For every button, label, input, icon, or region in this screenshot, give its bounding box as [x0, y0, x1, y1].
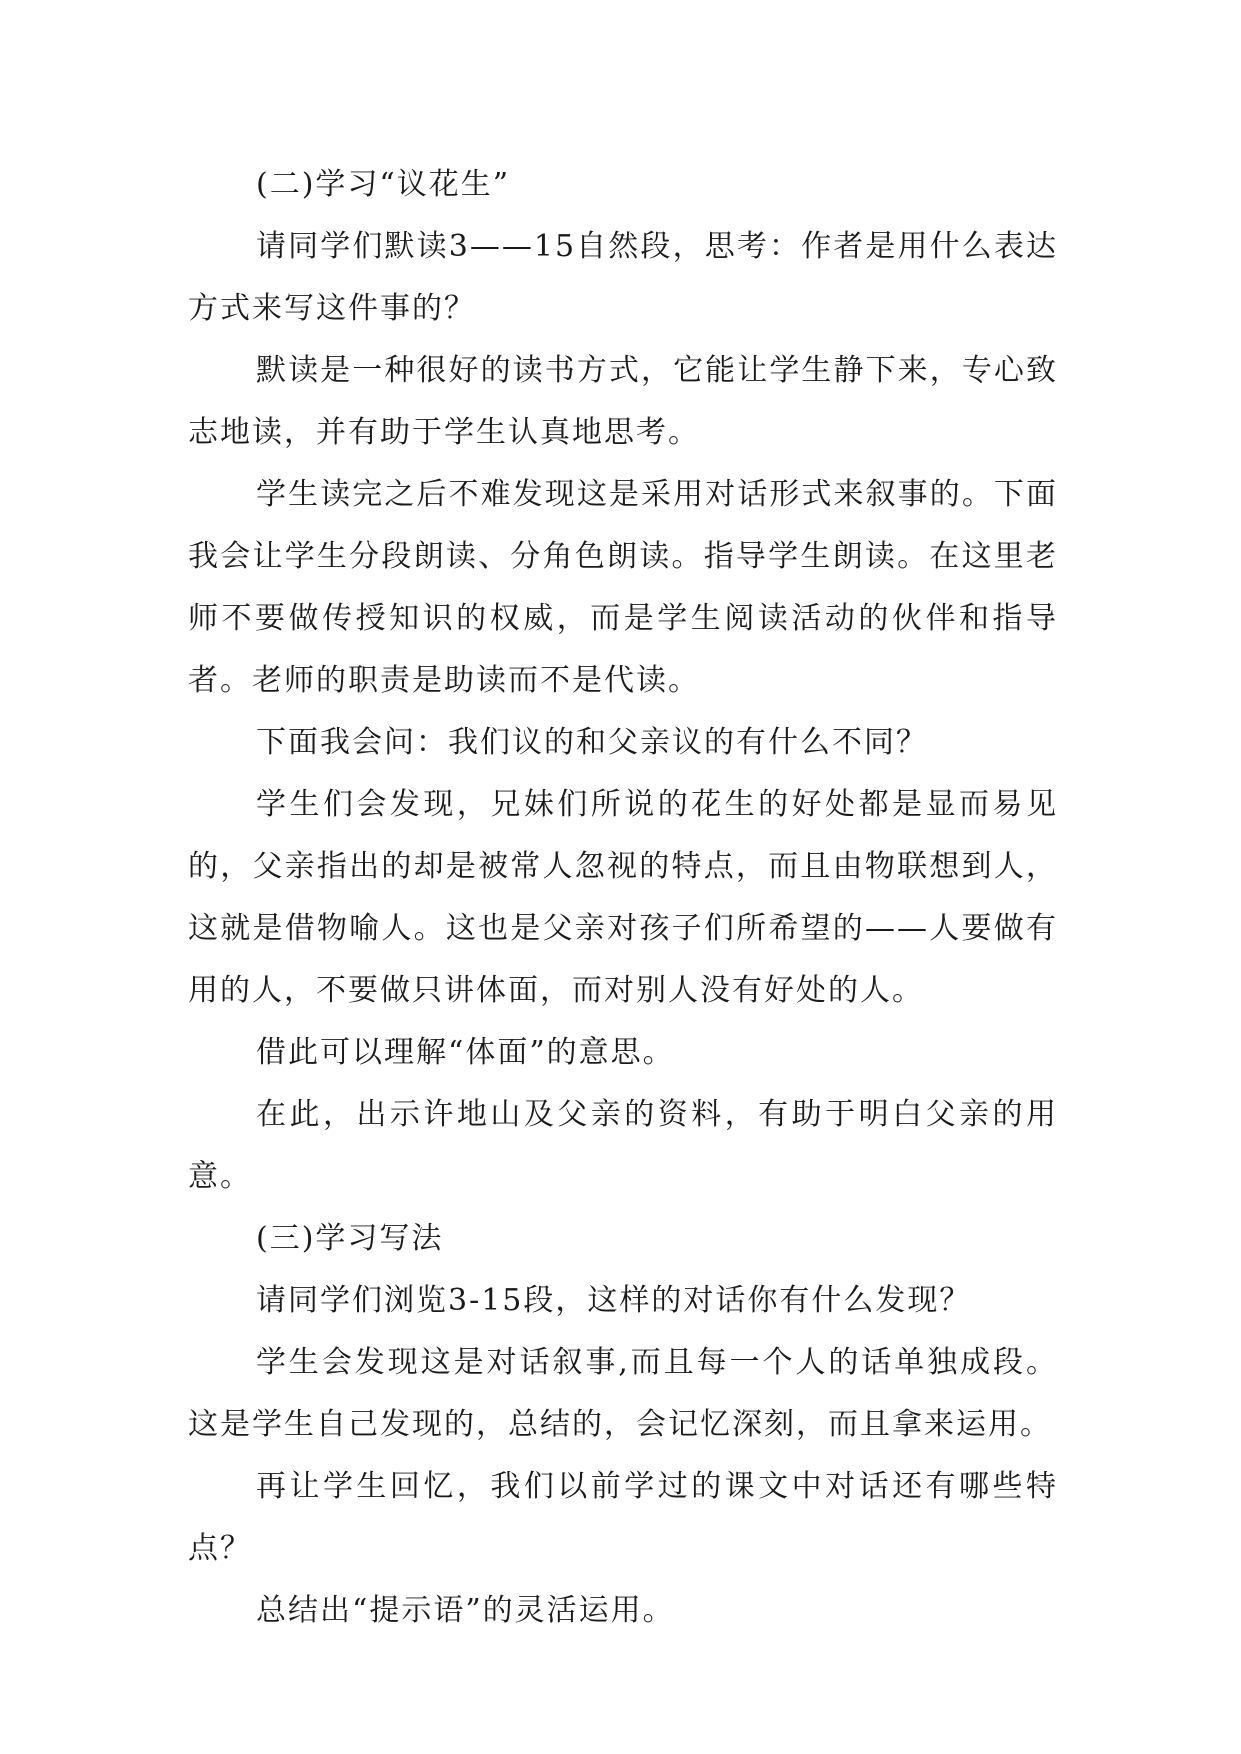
section-heading-3: (三)学习写法 — [256, 1221, 444, 1256]
section-heading-2: (二)学习“议花生” — [256, 167, 511, 202]
paragraph: 请同学们默读3——15自然段，思考：作者是用什么表达方式来写这件事的？ — [188, 229, 1058, 326]
paragraph: 请同学们浏览3-15段，这样的对话你有什么发现？ — [256, 1283, 972, 1318]
paragraph: 在此，出示许地山及父亲的资料，有助于明白父亲的用意。 — [188, 1097, 1058, 1194]
document-body — [188, 154, 1058, 1642]
paragraph: 再让学生回忆，我们以前学过的课文中对话还有哪些特点？ — [188, 1469, 1058, 1566]
paragraph: 学生会发现这是对话叙事,而且每一个人的话单独成段。这是学生自己发现的，总结的，会记忆深刻，而且拿来运用。 — [188, 1345, 1058, 1442]
paragraph: 总结出“提示语”的灵活运用。 — [256, 1593, 675, 1628]
paragraph: 默读是一种很好的读书方式，它能让学生静下来，专心致志地读，并有助于学生认真地思考。 — [188, 353, 1058, 450]
paragraph: 借此可以理解“体面”的意思。 — [256, 1035, 675, 1070]
paragraph: 学生读完之后不难发现这是采用对话形式来叙事的。下面我会让学生分段朗读、分角色朗读。指导学生朗读。在这里老师不要做传授知识的权威，而是学生阅读活动的伙伴和指导者。老师的职责是助读而不是代读。 — [188, 477, 1058, 698]
paragraph: 下面我会问：我们议的和父亲议的有什么不同？ — [256, 725, 928, 760]
paragraph: 学生们会发现，兄妹们所说的花生的好处都是显而易见的，父亲指出的却是被常人忽视的特点，而且由物联想到人，这就是借物喻人。这也是父亲对孩子们所希望的——人要做有用的人，不要做只讲体面，而对别人没有好处的人。 — [188, 787, 1058, 1008]
